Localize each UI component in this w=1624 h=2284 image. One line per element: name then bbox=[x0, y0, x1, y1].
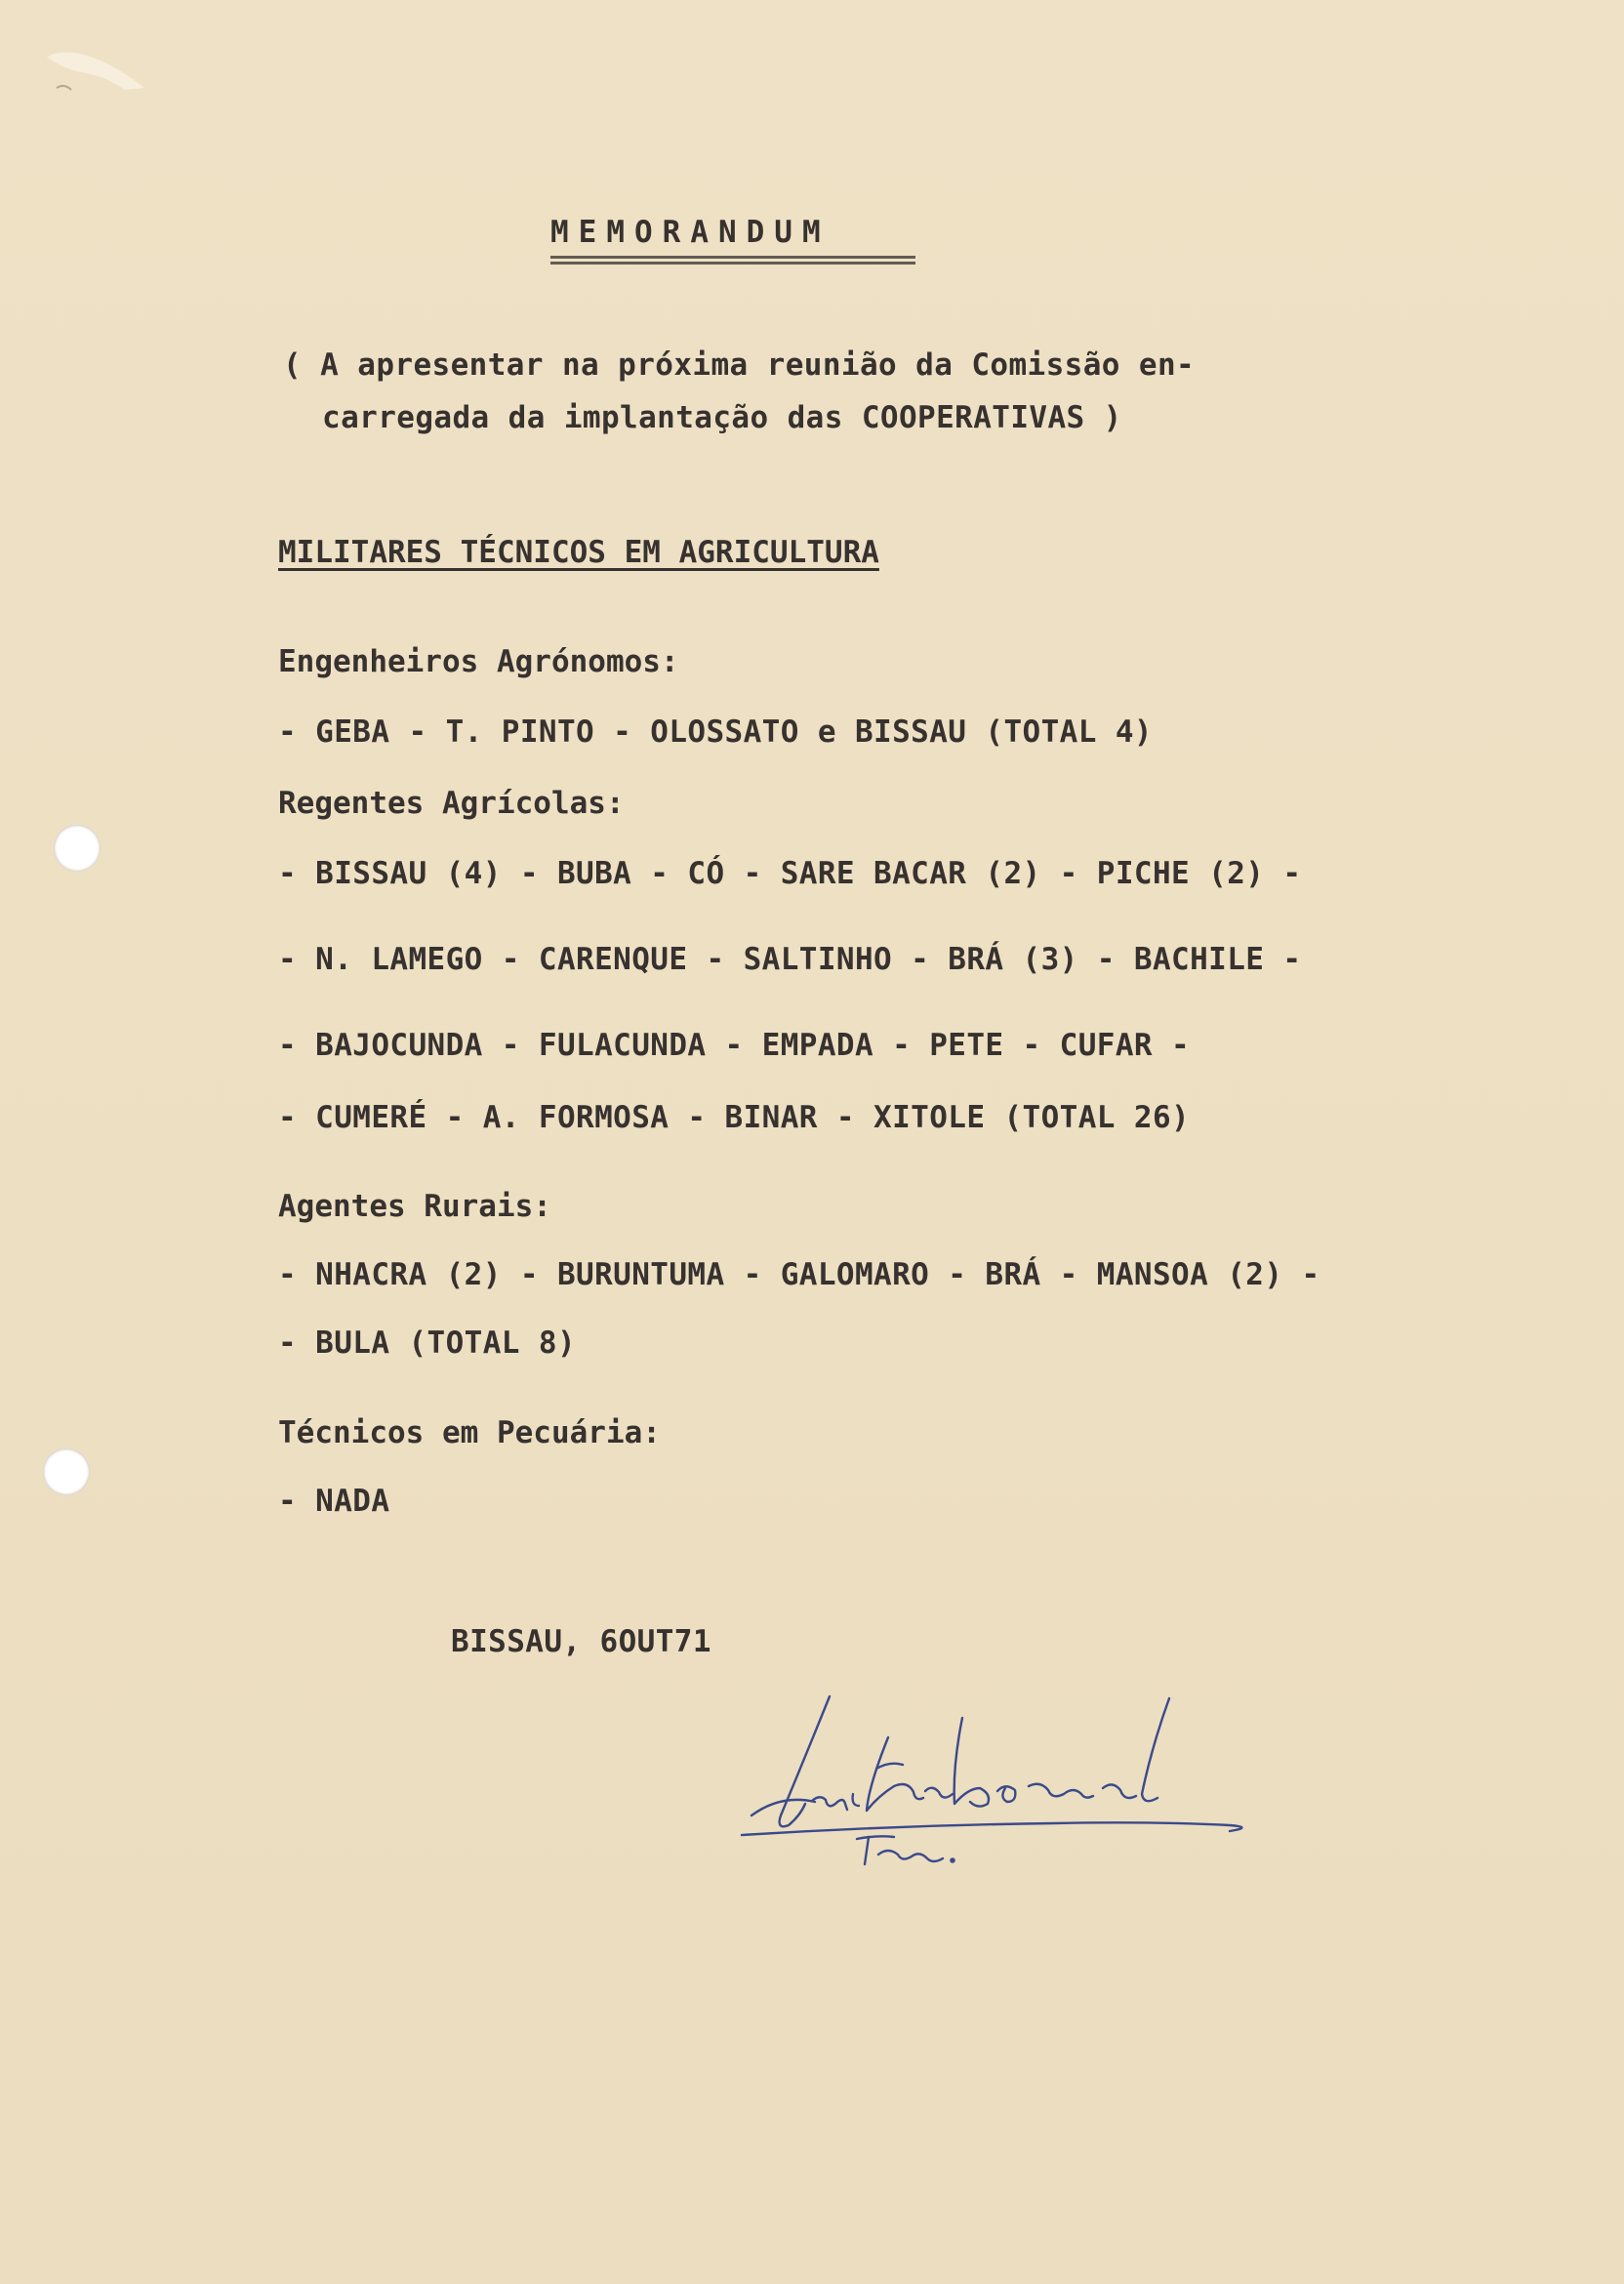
subtitle-line-2: carregada da implantação das COOPERATIVAS ) bbox=[322, 400, 1122, 435]
regentes-line-4: - CUMERÉ - A. FORMOSA - BINAR - XITOLE (TOTAL 26) bbox=[278, 1100, 1191, 1135]
punch-hole-bottom bbox=[43, 1448, 90, 1495]
heading-regentes: Regentes Agrícolas: bbox=[278, 786, 625, 821]
punch-hole-top bbox=[54, 825, 101, 872]
heading-agentes: Agentes Rurais: bbox=[278, 1189, 551, 1224]
regentes-line-3: - BAJOCUNDA - FULACUNDA - EMPADA - PETE - CUFAR - bbox=[278, 1028, 1191, 1063]
regentes-line-1: - BISSAU (4) - BUBA - CÓ - SARE BACAR (2) - PICHE (2) - bbox=[278, 856, 1302, 891]
agentes-line-2: - BULA (TOTAL 8) bbox=[278, 1326, 577, 1361]
title-double-underline bbox=[550, 256, 915, 267]
pecuaria-line-1: - NADA bbox=[278, 1484, 390, 1519]
engenheiros-line-1: - GEBA - T. PINTO - OLOSSATO e BISSAU (TOTAL 4) bbox=[278, 714, 1153, 750]
handwritten-signature bbox=[722, 1679, 1269, 1903]
regentes-line-2: - N. LAMEGO - CARENQUE - SALTINHO - BRÁ (3) - BACHILE - bbox=[278, 942, 1302, 977]
place-date: BISSAU, 6OUT71 bbox=[451, 1624, 711, 1659]
paper-tear-mark bbox=[27, 29, 154, 98]
section-heading: MILITARES TÉCNICOS EM AGRICULTURA bbox=[278, 535, 879, 570]
heading-pecuaria: Técnicos em Pecuária: bbox=[278, 1415, 661, 1450]
subtitle-line-1: ( A apresentar na próxima reunião da Comissão en- bbox=[283, 347, 1196, 383]
agentes-line-1: - NHACRA (2) - BURUNTUMA - GALOMARO - BRÁ - MANSOA (2) - bbox=[278, 1257, 1320, 1292]
document-title: MEMORANDUM bbox=[550, 215, 831, 250]
heading-engenheiros: Engenheiros Agrónomos: bbox=[278, 644, 679, 679]
